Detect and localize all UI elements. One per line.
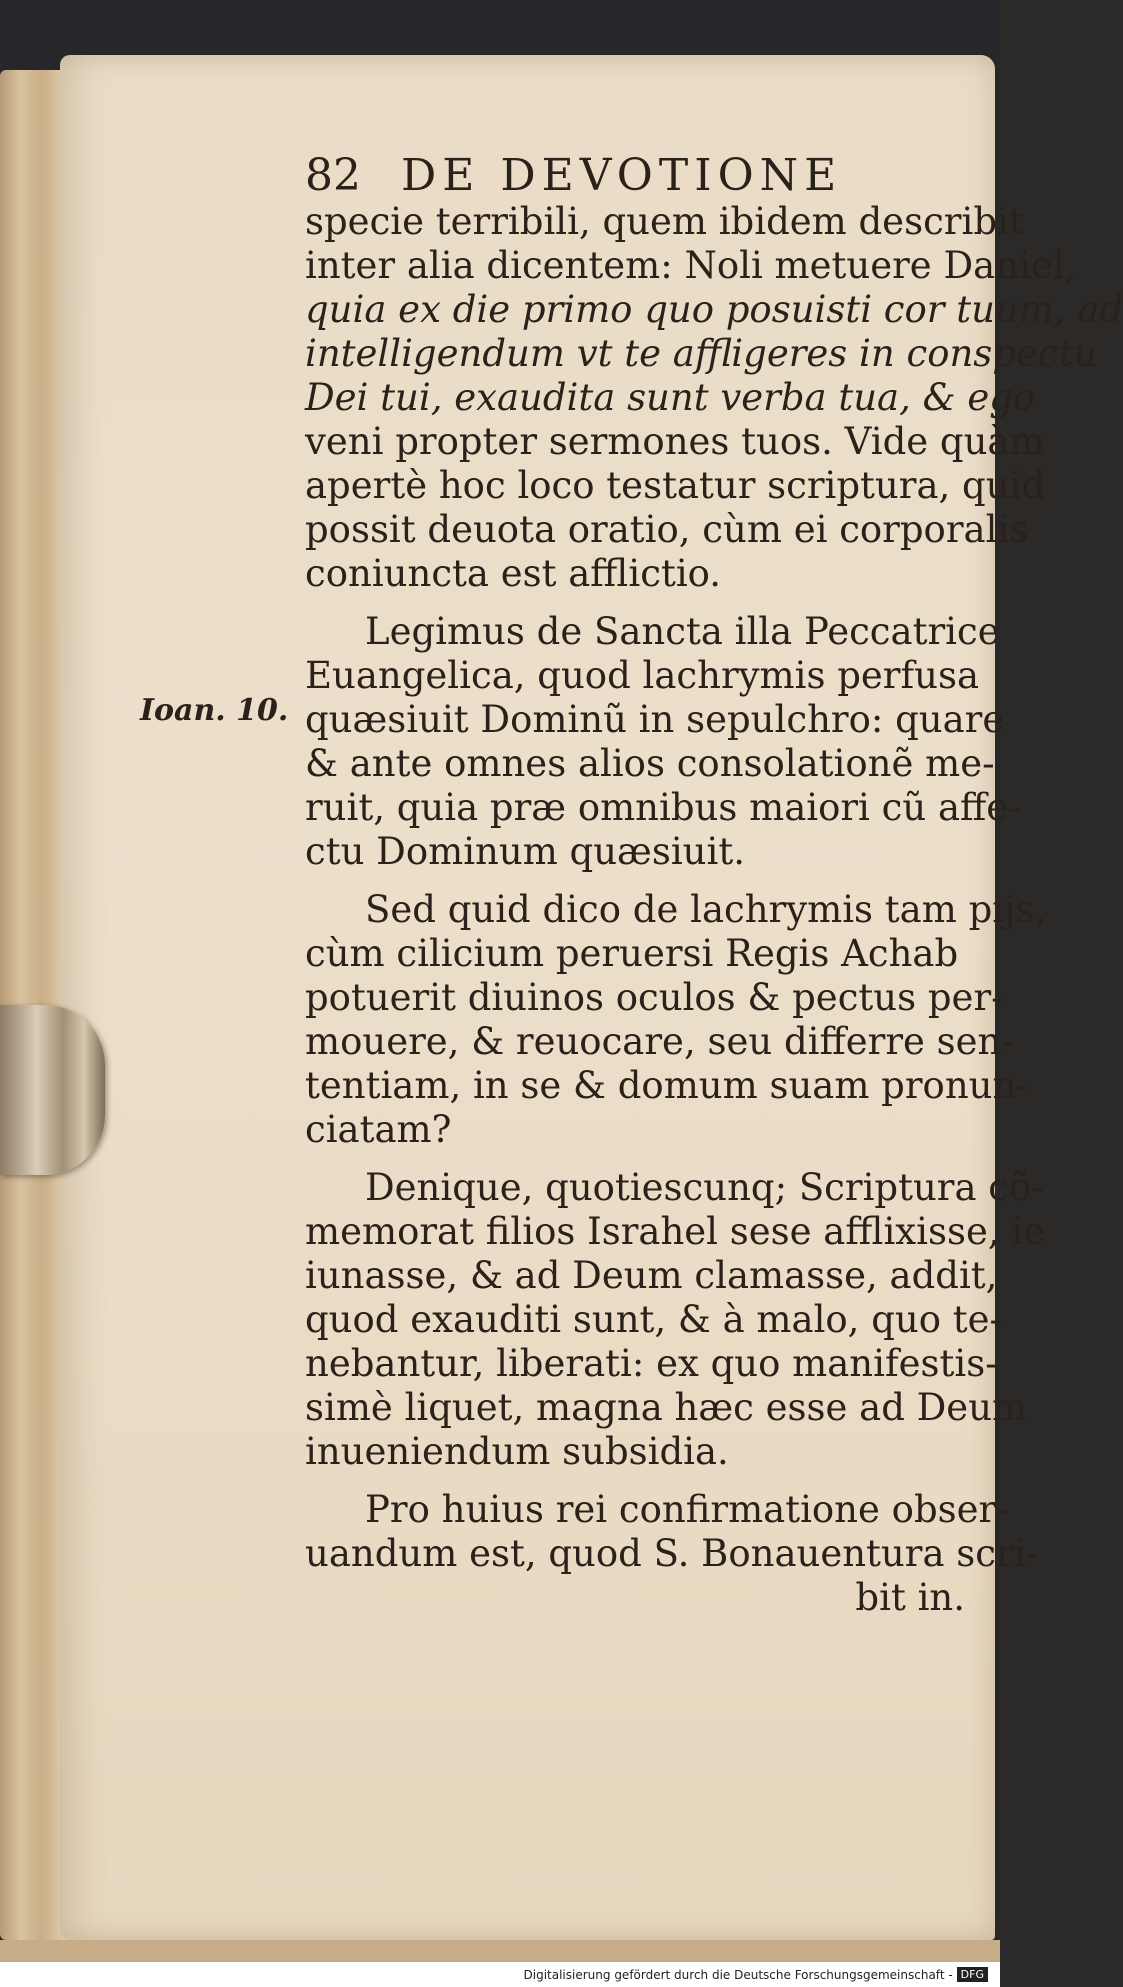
text-line: tentiam, in se & domum suam pronun- [305,1064,1029,1107]
text-line: veni propter sermones tuos. Vide quàm [305,420,1045,463]
digitization-footer [0,1962,1000,1987]
text-line: ruit, quia præ omnibus maiori cũ affe- [305,786,1021,829]
text-line: iunasse, & ad Deum clamasse, addit, [305,1254,998,1297]
text-line: uandum est, quod S. Bonauentura scri- [305,1532,1038,1575]
text-line: quod exauditi sunt, & à malo, quo te- [305,1298,1003,1341]
text-line: inueniendum subsidia. [305,1430,729,1473]
text-line: Sed quid dico de lachrymis tam pijs, [365,888,1047,931]
text-line: Legimus de Sancta illa Peccatrice [365,610,1000,653]
text-line: apertè hoc loco testatur scriptura, quid [305,464,1046,507]
text-line: potuerit diuinos oculos & pectus per- [305,976,1004,1019]
text-line: nebantur, liberati: ex quo manifestis- [305,1342,998,1385]
running-header [305,150,915,201]
text-line: ciatam? [305,1108,452,1151]
text-line: coniuncta est afflictio. [305,552,722,595]
text-line: & ante omnes alios consolationẽ me- [305,742,995,785]
text-line: intelligendum vt te affligeres in conspectu [305,332,1098,375]
text-line: quia ex die primo quo posuisti cor tuum, ad [305,288,1123,331]
text-line: inter alia dicentem: Noli metuere Daniel, [305,244,1077,287]
running-title: DE DEVOTIONE [401,150,843,201]
text-line: mouere, & reuocare, seu differre sen- [305,1020,1014,1063]
text-line: Pro huius rei confirmatione obser- [365,1488,1009,1531]
page-clip-holder [0,1005,105,1175]
text-line: quæsiuit Dominũ in sepulchro: quare [305,698,1005,741]
text-line: simè liquet, magna hæc esse ad Deum [305,1386,1028,1429]
text-line: memorat filios Israhel sese afflixisse, ie [305,1210,1046,1253]
text-line: cùm cilicium peruersi Regis Achab [305,932,959,975]
dfg-logo: DFG [957,1967,988,1982]
footer-credit: Digitalisierung gefördert durch die Deutsche Forschungsgemeinschaft - [523,1967,953,1982]
text-line: specie terribili, quem ibidem describit [305,200,1024,243]
text-line: possit deuota oratio, cùm ei corporalis [305,508,1029,551]
margin-note: Ioan. 10. [140,693,289,728]
text-line: ctu Dominum quæsiuit. [305,830,745,873]
catchword: bit in. [855,1576,965,1619]
text-line: Denique, quotiescunq; Scriptura cõ- [365,1166,1044,1209]
text-line: Euangelica, quod lachrymis perfusa [305,654,980,697]
text-line: Dei tui, exaudita sunt verba tua, & ego [305,376,1036,419]
page-number: 82 [305,150,361,201]
body-text [305,200,1123,1620]
